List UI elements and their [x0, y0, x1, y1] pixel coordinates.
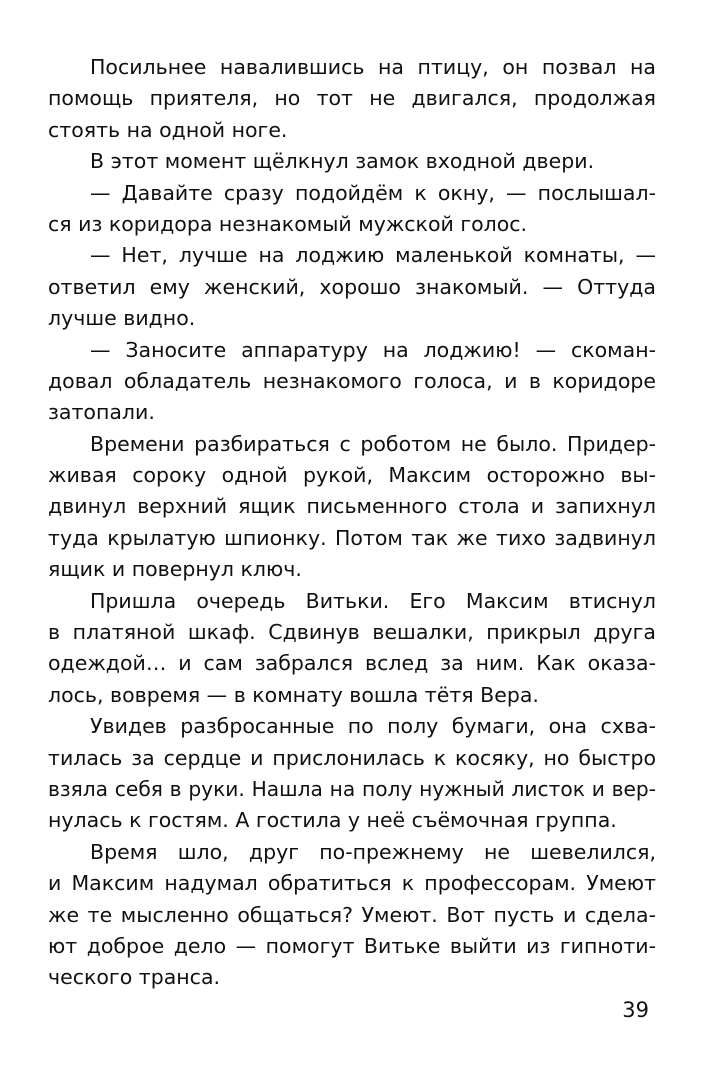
- text-line: живая сороку одной рукой, Максим осторожно вы-: [48, 463, 656, 488]
- text-line: — Давайте сразу подойдём к окну, — послышал-: [90, 180, 656, 205]
- text-line: туда крылатую шпионку. Потом так же тихо задвинул: [48, 525, 656, 550]
- text-line: двинул верхний ящик письменного стола и запихнул: [48, 494, 656, 519]
- text-line: помощь приятеля, но тот не двигался, продолжая: [48, 86, 656, 111]
- text-line: в платяной шкаф. Сдвинув вешалки, прикрыл друга: [48, 620, 656, 645]
- text-line: ческого транса.: [48, 965, 221, 990]
- text-line: и Максим надумал обратиться к профессорам. Умеют: [48, 871, 656, 896]
- text-line: взяла себя в руки. Нашла на полу нужный листок и вер-: [48, 776, 656, 801]
- text-line: же те мысленно общаться? Умеют. Вот пусть и сдела-: [48, 902, 656, 927]
- text-line: — Нет, лучше на лоджию маленькой комнаты, —: [90, 243, 656, 268]
- page-number: 39: [622, 998, 649, 1022]
- body-text: [48, 52, 656, 994]
- text-line: лучше видно.: [48, 306, 196, 331]
- text-line: Увидев разбросанные по полу бумаги, она схва-: [90, 714, 656, 739]
- text-line: ся из коридора незнакомый мужской голос.: [48, 211, 528, 236]
- text-line: ответил ему женский, хорошо знакомый. — Оттуда: [48, 274, 656, 299]
- text-line: нулась к гостям. А гостила у неё съёмочная группа.: [48, 808, 617, 833]
- text-line: лось, вовремя — в комнату вошла тётя Вера.: [48, 682, 539, 707]
- text-line: затопали.: [48, 400, 155, 425]
- text-line: Времени разбираться с роботом не было. Придер-: [90, 431, 656, 456]
- text-line: стоять на одной ноге.: [48, 117, 288, 142]
- text-line: Пришла очередь Витьки. Его Максим втиснул: [90, 588, 656, 613]
- text-line: ящик и повернул ключ.: [48, 557, 302, 582]
- text-line: довал обладатель незнакомого голоса, и в коридоре: [48, 368, 656, 393]
- text-line: тилась за сердце и прислонилась к косяку, но быстро: [48, 745, 656, 770]
- text-line: одеждой… и сам забрался вслед за ним. Как оказа-: [48, 651, 656, 676]
- text-line: Время шло, друг по-прежнему не шевелился,: [90, 839, 656, 864]
- text-line: В этот момент щёлкнул замок входной двери.: [90, 149, 595, 174]
- text-line: ют доброе дело — помогут Витьке выйти из гипноти-: [48, 933, 656, 958]
- text-line: Посильнее навалившись на птицу, он позвал на: [90, 55, 656, 79]
- text-line: — Заносите аппаратуру на лоджию! — скоман-: [90, 337, 656, 362]
